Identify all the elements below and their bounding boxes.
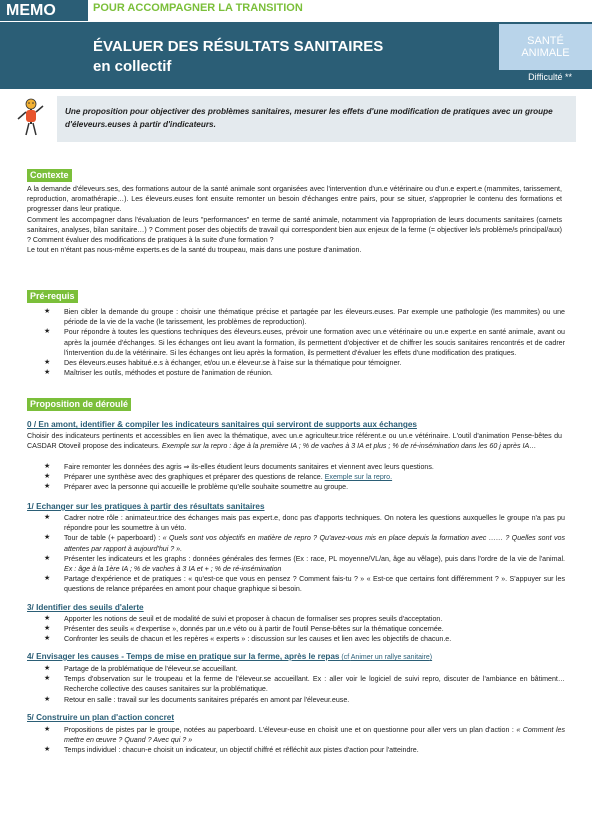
page-subtitle: en collectif xyxy=(93,58,172,75)
mascot-icon xyxy=(14,97,48,139)
step0-text: Choisir des indicateurs pertinents et accessibles en lien avec la thématique, avec un.e agriculteur.trice référent.e ou un.e vétérinaire. L'outil d'animation Pense-bêtes du CASDAR Otoveil propose des indicateurs. Exemple sur la repro : âge à la première IA ; % de vaches à 3 IA et plus ; % de ré-insémination dans les 60 j après IA… xyxy=(27,432,562,451)
badge-line1: SANTÉ xyxy=(527,35,564,47)
list-item: ★ Préparer avec la personne qui accueille le problème qu'elle souhaite soumettre au groupe. xyxy=(44,483,349,492)
list-item: ★ Propositions de pistes par le groupe, notées au paperboard. L'éleveur-euse en choisit une et on questionne pour aller vers un plan d'action : « Comment les mettre en œuvre ? Quand ? Avec qui ? » xyxy=(44,726,566,745)
rallye-link[interactable]: Animer un rallye sanitaire xyxy=(350,654,430,661)
step5-list xyxy=(40,725,565,756)
page-title: ÉVALUER DES RÉSULTATS SANITAIRES xyxy=(93,38,384,55)
category-badge xyxy=(499,24,592,70)
step0-list xyxy=(40,462,565,493)
step3-title: 3/ Identifier des seuils d'alerte xyxy=(27,603,144,612)
list-item: ★ Temps individuel : chacun-e choisit un indicateur, un objectif chiffré et réfléchit aux pistes d'action pour l'atteindre. xyxy=(44,746,419,755)
section-contexte-label: Contexte xyxy=(27,169,72,182)
list-item: ★ Pour répondre à toutes les questions techniques des éleveurs.euses, prévoir une formation avec un.e vétérinaire ou un.e expert.e en santé animale, avant ou après la journée d'échanges. Si les échanges ont lieu avant la formation, ils permettent d'objectiver et de chiffrer les soucis sanitaires rencontrés et de cadrer l'intervention du.de la vétérinaire. Si les échanges ont lieu après la formation, ils permettent d'évaluer les effets d'une modification des pratiques. xyxy=(44,328,565,357)
contexte-p2: Comment les accompagner dans l'évaluation de leurs "performances" en terme de santé animale, notamment via l'appropriation de leurs documents sanitaires (carnets sanitaires, analyses, bilan sanitaire…) ? Comment poser des objectifs de travail qui correspondent bien aux enjeux de la ferme (= objectiver le/s problème/s principal/aux) ? Comment évaluer des modifications de pratiques à la suite d'une formation ? xyxy=(27,215,562,245)
list-item: ★ Partage d'expérience et de pratiques : « qu'est-ce que vous en pensez ? Comment fais-tu ? » « Est-ce que certains font différemment ? ». S'appuyer sur les questions de relance préparées en amont pour chaque graphique si besoin. xyxy=(44,575,565,594)
list-item: ★ Maîtriser les outils, méthodes et posture de l'animation de réunion. xyxy=(44,369,273,378)
contexte-p3: Le tout en n'étant pas nous-même experts.es de la santé du troupeau, mais dans une posture d'animation. xyxy=(27,246,362,255)
list-item: ★ Des éleveurs.euses habitué.e.s à échanger, et/ou un.e éleveur.se à l'aise sur la thématique pour témoigner. xyxy=(44,359,402,368)
section-prerequis-label: Pré-requis xyxy=(27,290,78,303)
difficulty-rating: Difficulté ** xyxy=(528,72,572,82)
list-item: ★ Confronter les seuils de chacun et les repères « experts » : discussion sur les causes et lien avec les objectifs de chacun.e. xyxy=(44,635,452,644)
prerequis-list xyxy=(40,307,565,378)
step5-title: 5/ Construire un plan d'action concret xyxy=(27,713,175,722)
list-item: ★ Apporter les notions de seuil et de modalité de suivi et proposer à chacun de formaliser ses propres seuils d'acceptation. xyxy=(44,615,443,623)
tagline: POUR ACCOMPAGNER LA TRANSITION xyxy=(93,2,303,14)
step4-title: 4/ Envisager les causes - Temps de mise en pratique sur la ferme, après le repas (cf Animer un rallye sanitaire) xyxy=(27,652,433,661)
list-item: ★ Présenter les indicateurs et les graphs : données générales des fermes (Ex : race, PL moyenne/VL/an, âge au vêlage), puis dans l'ordre de la vie de l'animal. Ex : âge à la 1ère IA ; % de vaches à 3 IA et + ; % de ré-insémination xyxy=(44,554,565,574)
badge-line2: ANIMALE xyxy=(521,47,570,59)
list-item: ★ Partage de la problématique de l'éleveur.se accueillant. xyxy=(44,665,238,673)
list-item: ★ Faire remonter les données des agris ⇒ ils-elles étudient leurs documents sanitaires et viennent avec leurs questions. xyxy=(44,463,434,471)
step1-list xyxy=(40,513,565,595)
list-item: ★ Temps d'observation sur le troupeau et la ferme de l'éleveur.se accueillant. Ex : aller voir le logiciel de suivi repro, discuter de l'ambiance en bâtiment… Recherche collective des causes sanitaires sur la problématique. xyxy=(44,675,565,694)
step4-list xyxy=(40,664,565,705)
header-banner xyxy=(0,22,592,89)
list-item: ★ Tour de table (+ paperboard) : « Quels sont vos objectifs en matière de repro ? Qu'avez-vous mis en place depuis la formation avec …… ? Quelles sont vos attentes par rapport à aujourd'hui ? ». xyxy=(44,534,565,553)
list-item: ★ Bien cibler la demande du groupe : choisir une thématique précise et partagée par les éleveurs.euses. Par exemple une pathologie (les mammites) ou une période de la vie de la vache (le tarissement, les problèmes de reproduction). xyxy=(44,308,565,327)
list-item: ★ Présenter des seuils « d'expertise », donnés par un.e véto ou à partir de l'outil Pense-bêtes sur la thématique concernée. xyxy=(44,625,444,634)
section-deroule-label: Proposition de déroulé xyxy=(27,398,131,411)
memo-label: MEMO xyxy=(0,0,88,21)
step3-list xyxy=(40,614,565,645)
list-item: ★ Préparer une synthèse avec des graphiques et préparer des questions de relance. Exemple sur la repro. xyxy=(44,473,393,482)
intro-box: Une proposition pour objectiver des problèmes sanitaires, mesurer les effets d'une modification de pratiques avec un groupe d'éleveurs.euses à partir d'indicateurs. xyxy=(57,96,576,142)
step0-title: 0 / En amont, identifier & compiler les indicateurs sanitaires qui serviront de supports aux échanges xyxy=(27,420,417,429)
contexte-text xyxy=(27,184,562,255)
repro-example-link[interactable]: Exemple sur la repro. xyxy=(324,473,393,482)
list-item: ★ Retour en salle : travail sur les documents sanitaires préparés en amont par l'éleveur.euse. xyxy=(44,695,350,704)
list-item: ★ Cadrer notre rôle : animateur.trice des échanges mais pas expert.e, donc pas d'apports techniques. On notera les questions auxquelles le groupe n'a pas pu répondre pour les soumettre à un véto. xyxy=(44,514,565,533)
step1-title: 1/ Echanger sur les pratiques à partir des résultats sanitaires xyxy=(27,502,265,511)
contexte-p1: A la demande d'éleveurs.ses, des formations autour de la santé animale sont organisées avec l'intervention d'un.e vétérinaire ou d'un.e expert.e (mammites, tarissement, reproduction, aromathérapie…). Les éleveurs.euses font ensuite remonter un besoin d'échanges entre pairs, pour se situer, s'approprier le contenu des formations et progresser dans leur pratique. xyxy=(27,185,562,214)
